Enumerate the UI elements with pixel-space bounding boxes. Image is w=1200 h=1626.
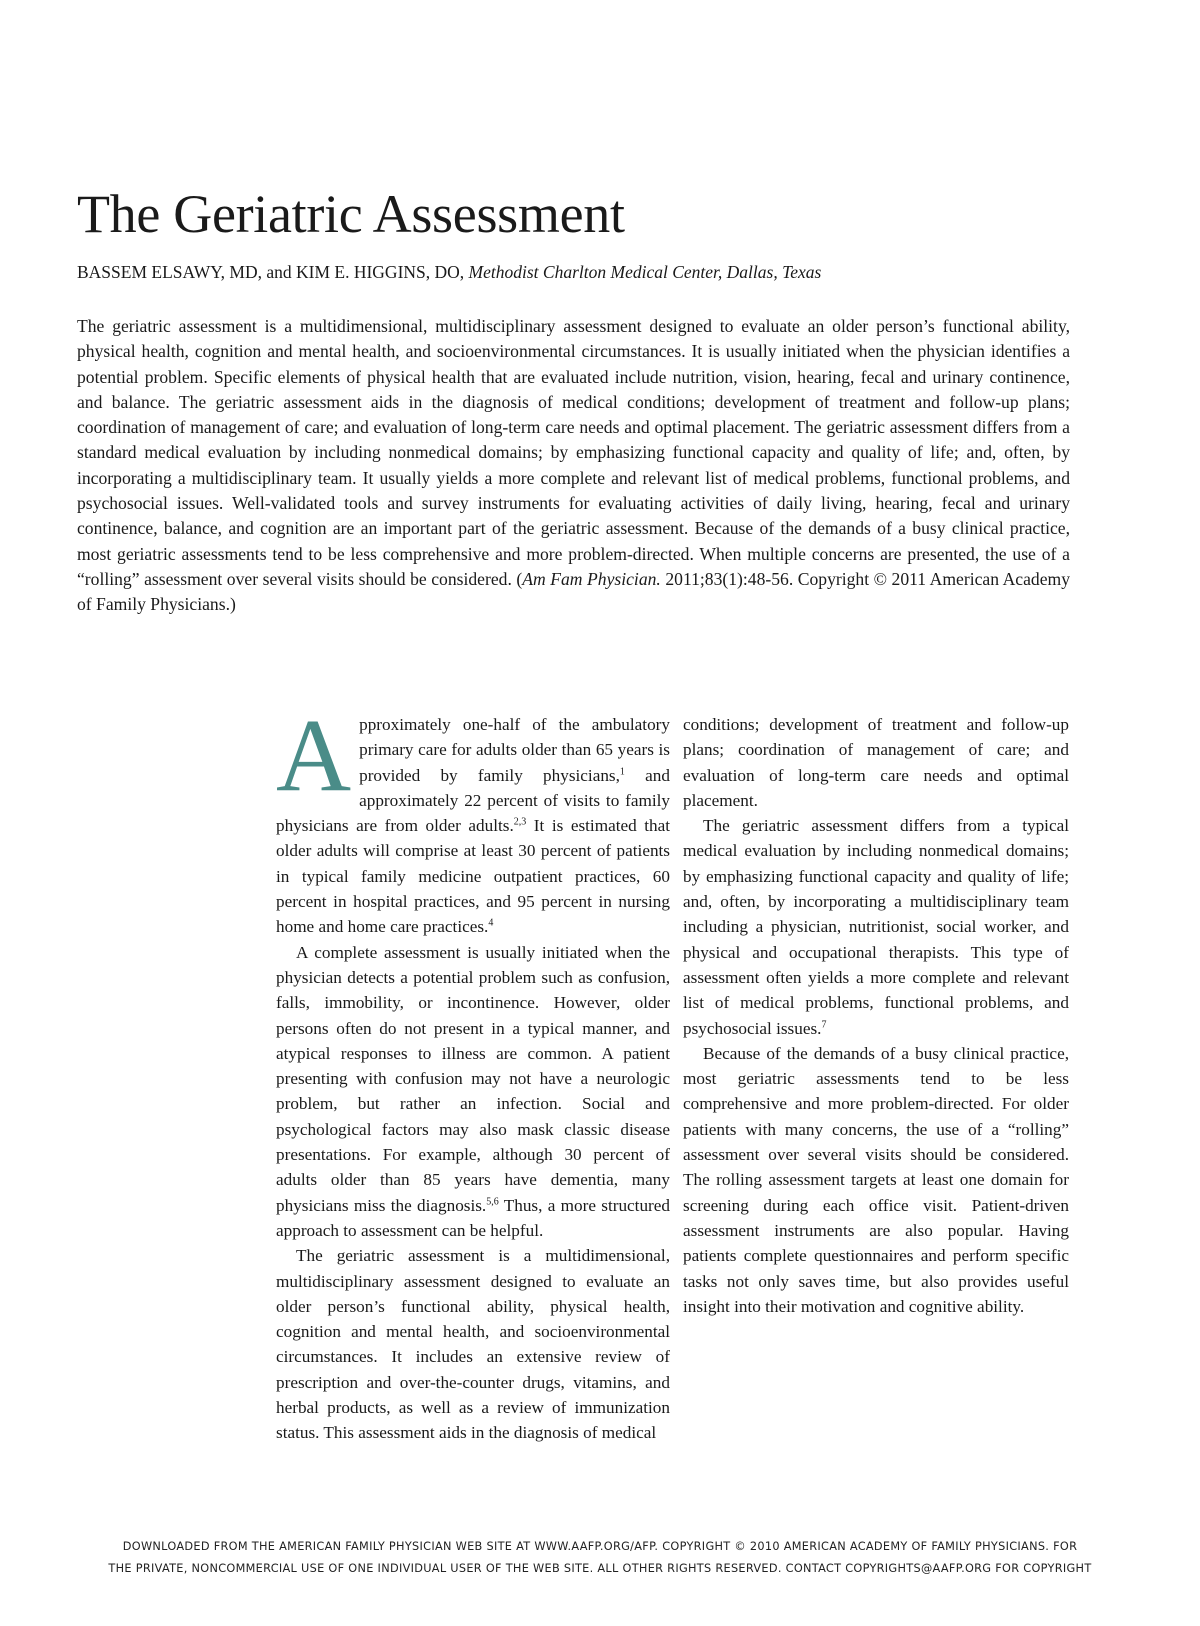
body-paragraph-5: Because of the demands of a busy clinical practice, most geriatric assessments tend to be less comprehensive and more problem-directed. For older patients with many concerns, the use of a “rolling” assessment over several visits should be considered. The rolling assessment targets at least one domain for screening during each office visit. Patient-driven assessment instruments are also popular. Having patients complete questionnaires and perform specific tasks not only saves time, but also provides useful insight into their motivation and cognitive ability.: [683, 1043, 1069, 1316]
reference-marker: 5,6: [486, 1195, 499, 1207]
byline: [77, 260, 1127, 284]
reference-marker: 4: [488, 917, 494, 929]
citation-details: 2011;83(1):48-56. Copyright © 2011 American Academy of Family Physicians.): [77, 568, 1070, 615]
body-paragraph-4: [683, 813, 1069, 1041]
body-paragraph-1: [276, 698, 670, 940]
body-column-right: [683, 712, 1069, 1319]
footer-line-1: DOWNLOADED FROM THE AMERICAN FAMILY PHYSICIAN WEB SITE AT WWW.AAFP.ORG/AFP. COPYRIGHT © 2010 AMERICAN ACADEMY OF FAMILY PHYSICIANS. FOR: [122, 1540, 1078, 1553]
abstract: [77, 314, 1070, 618]
paragraph-text: and approximately 22 percent of visits to family physicians are from older adults.: [276, 765, 670, 836]
paragraph-text: Thus, a more structured approach to assessment can be helpful.: [276, 1195, 670, 1240]
article-title: The Geriatric Assessment: [77, 184, 625, 244]
right-column-flow: [683, 712, 1069, 1319]
copyright-footer: [70, 1536, 1130, 1580]
reference-marker: 2,3: [513, 816, 527, 828]
paragraph-text: It is estimated that older adults will comprise at least 30 percent of patients in typical family medicine outpatient practices, 60 percent in hospital practices, and 95 percent in nursing home and home care practices.: [276, 816, 670, 937]
paragraph-text: The geriatric assessment differs from a typical medical evaluation by including nonmedical domains; by emphasizing functional capacity and quality of life; and, often, by incorporating a multidisciplinary team including a physician, nutritionist, social worker, and physical and occupational therapists. This type of assessment often yields a more complete and relevant list of medical problems, functional problems, and psychosocial issues.: [683, 816, 1069, 1038]
reference-marker: 1: [619, 765, 625, 777]
body-paragraph-2: [276, 940, 670, 1244]
authors: BASSEM ELSAWY, MD, and KIM E. HIGGINS, DO,: [77, 262, 465, 282]
reference-marker: 7: [821, 1018, 827, 1030]
paragraph-text: A complete assessment is usually initiated when the physician detects a potential problem such as confusion, falls, immobility, or incontinence. However, older persons often do not present in a typical manner, and atypical responses to illness are common. A patient presenting with confusion may not have a neurologic problem, but rather an infection. Social and psychological factors may also mask classic disease presentations. For example, although 30 percent of adults older than 85 years have dementia, many physicians miss the diagnosis.: [276, 942, 670, 1215]
citation-journal: Am Fam Physician.: [522, 568, 661, 589]
footer-line-2: THE PRIVATE, NONCOMMERCIAL USE OF ONE INDIVIDUAL USER OF THE WEB SITE. ALL OTHER RIGHTS RESERVED. CONTACT COPYRIGHTS@AAFP.ORG FOR COPYRIGHT: [108, 1562, 1092, 1575]
affiliation: Methodist Charlton Medical Center, Dallas, Texas: [468, 262, 822, 282]
drop-cap: A: [276, 698, 352, 813]
body-column-left: [276, 698, 670, 1446]
abstract-text: The geriatric assessment is a multidimensional, multidisciplinary assessment designed to evaluate an older person’s functional ability, physical health, cognition and mental health, and socioenvironmental circumstances. It is usually initiated when the physician identifies a potential problem. Specific elements of physical health that are evaluated include nutrition, vision, hearing, fecal and urinary continence, and balance. The geriatric assessment aids in the diagnosis of medical conditions; development of treatment and follow-up plans; coordination of management of care; and evaluation of long-term care needs and optimal placement. The geriatric assessment differs from a standard medical evaluation by including nonmedical domains; by emphasizing functional capacity and quality of life; and, often, by incorporating a multidisciplinary team. It usually yields a more complete and relevant list of medical problems, functional problems, and psychosocial issues. Well-validated tools and survey instruments for evaluating activities of daily living, hearing, fecal and urinary continence, balance, and cognition are an important part of the geriatric assessment. Because of the demands of a busy clinical practice, most geriatric assessments tend to be less comprehensive and more problem-directed. When multiple concerns are presented, the use of a “rolling” assessment over several visits should be considered. (: [77, 316, 1070, 589]
body-paragraph-3-continued: conditions; development of treatment and follow-up plans; coordination of management of care; and evaluation of long-term care needs and optimal placement.: [683, 715, 1069, 810]
paragraph-text: pproximately one-half of the ambulatory primary care for adults older than 65 years is provided by family physicians,: [359, 715, 670, 785]
body-paragraph-3: The geriatric assessment is a multidimensional, multidisciplinary assessment designed to evaluate an older person’s functional ability, physical health, cognition and mental health, and socioenvironmental circumstances. It includes an extensive review of prescription and over-the-counter drugs, vitamins, and herbal products, as well as a review of immunization status. This assessment aids in the diagnosis of medical: [276, 1246, 670, 1443]
